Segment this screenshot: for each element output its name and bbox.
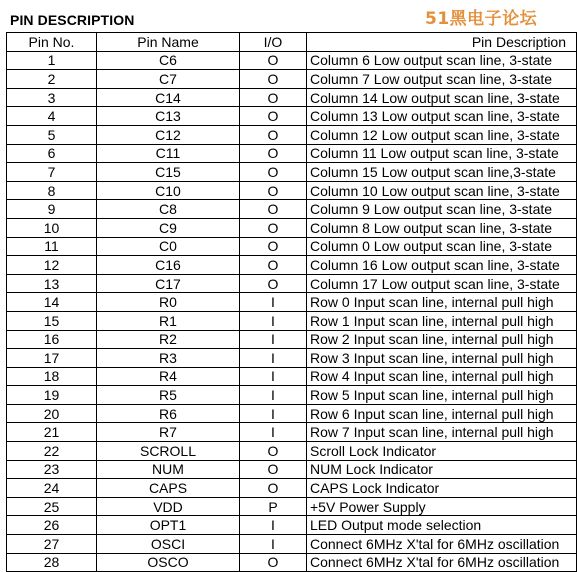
pin-number-cell: 3 — [7, 88, 97, 107]
pin-io-cell: O — [240, 553, 307, 572]
pin-name-cell: R2 — [97, 330, 240, 349]
watermark-logo: 51黑电子论坛 — [425, 9, 538, 29]
pin-number-cell: 25 — [7, 497, 97, 516]
pin-name-cell: C13 — [97, 107, 240, 126]
pin-name-cell: C7 — [97, 70, 240, 89]
table-row — [7, 479, 577, 498]
table-row — [7, 460, 577, 479]
pin-number-cell: 16 — [7, 330, 97, 349]
pin-number-cell: 2 — [7, 70, 97, 89]
pin-name-cell: CAPS — [97, 479, 240, 498]
pin-name-cell: C12 — [97, 125, 240, 144]
pin-name-cell: C15 — [97, 163, 240, 182]
pin-number-cell: 15 — [7, 311, 97, 330]
pin-io-cell: O — [240, 479, 307, 498]
pin-description-cell: NUM Lock Indicator — [307, 460, 577, 479]
pin-description-cell: Connect 6MHz X'tal for 6MHz oscillation — [307, 553, 577, 572]
pin-name-cell: R3 — [97, 349, 240, 368]
pin-description-cell: Row 6 Input scan line, internal pull high — [307, 404, 577, 423]
table-row — [7, 535, 577, 554]
pin-name-cell: NUM — [97, 460, 240, 479]
pin-io-cell: I — [240, 423, 307, 442]
table-row — [7, 442, 577, 461]
pin-description-cell: Column 12 Low output scan line, 3-state — [307, 125, 577, 144]
pin-io-cell: O — [240, 442, 307, 461]
pin-io-cell: P — [240, 497, 307, 516]
pin-number-cell: 18 — [7, 367, 97, 386]
pin-name-cell: C10 — [97, 181, 240, 200]
pin-number-cell: 10 — [7, 218, 97, 237]
pin-number-cell: 17 — [7, 349, 97, 368]
pin-description-cell: Connect 6MHz X'tal for 6MHz oscillation — [307, 535, 577, 554]
pin-number-cell: 11 — [7, 237, 97, 256]
pin-name-cell: OSCI — [97, 535, 240, 554]
table-row — [7, 349, 577, 368]
pin-io-cell: O — [240, 88, 307, 107]
pin-description-cell: +5V Power Supply — [307, 497, 577, 516]
pin-number-cell: 14 — [7, 293, 97, 312]
pin-description-table — [6, 32, 577, 572]
pin-name-cell: C0 — [97, 237, 240, 256]
table-body — [7, 51, 577, 572]
pin-number-cell: 7 — [7, 163, 97, 182]
pin-io-cell: O — [240, 51, 307, 70]
header-pin-name: Pin Name — [97, 33, 240, 52]
header-pin-no: Pin No. — [7, 33, 97, 52]
table-header-row — [7, 33, 577, 52]
pin-name-cell: SCROLL — [97, 442, 240, 461]
pin-number-cell: 4 — [7, 107, 97, 126]
table-row — [7, 311, 577, 330]
pin-name-cell: OSCO — [97, 553, 240, 572]
pin-io-cell: O — [240, 274, 307, 293]
pin-description-cell: Column 15 Low output scan line,3-state — [307, 163, 577, 182]
pin-name-cell: C16 — [97, 256, 240, 275]
pin-description-cell: Column 8 Low output scan line, 3-state — [307, 218, 577, 237]
table-row — [7, 293, 577, 312]
pin-description-cell: Row 4 Input scan line, internal pull high — [307, 367, 577, 386]
pin-number-cell: 9 — [7, 200, 97, 219]
pin-description-cell: LED Output mode selection — [307, 516, 577, 535]
table-row — [7, 386, 577, 405]
pin-description-cell: Column 11 Low output scan line, 3-state — [307, 144, 577, 163]
pin-description-cell: Column 14 Low output scan line, 3-state — [307, 88, 577, 107]
pin-name-cell: C6 — [97, 51, 240, 70]
pin-io-cell: O — [240, 460, 307, 479]
pin-name-cell: C14 — [97, 88, 240, 107]
pin-description-cell: Column 17 Low output scan line, 3-state — [307, 274, 577, 293]
pin-name-cell: C11 — [97, 144, 240, 163]
pin-number-cell: 20 — [7, 404, 97, 423]
table-row — [7, 237, 577, 256]
pin-number-cell: 26 — [7, 516, 97, 535]
pin-description-cell: Row 7 Input scan line, internal pull high — [307, 423, 577, 442]
pin-number-cell: 21 — [7, 423, 97, 442]
table-row — [7, 404, 577, 423]
pin-description-cell: Row 2 Input scan line, internal pull high — [307, 330, 577, 349]
table-row — [7, 423, 577, 442]
pin-description-cell: Column 13 Low output scan line, 3-state — [307, 107, 577, 126]
pin-description-cell: Scroll Lock Indicator — [307, 442, 577, 461]
header-io: I/O — [240, 33, 307, 52]
pin-number-cell: 1 — [7, 51, 97, 70]
pin-name-cell: VDD — [97, 497, 240, 516]
pin-number-cell: 22 — [7, 442, 97, 461]
pin-io-cell: I — [240, 516, 307, 535]
pin-io-cell: O — [240, 200, 307, 219]
table-row — [7, 88, 577, 107]
pin-name-cell: R4 — [97, 367, 240, 386]
pin-description-cell: Column 9 Low output scan line, 3-state — [307, 200, 577, 219]
pin-description-cell: Row 5 Input scan line, internal pull high — [307, 386, 577, 405]
pin-description-cell: Row 0 Input scan line, internal pull high — [307, 293, 577, 312]
pin-number-cell: 12 — [7, 256, 97, 275]
table-row — [7, 181, 577, 200]
pin-io-cell: I — [240, 349, 307, 368]
pin-number-cell: 13 — [7, 274, 97, 293]
pin-name-cell: C9 — [97, 218, 240, 237]
pin-io-cell: O — [240, 181, 307, 200]
pin-number-cell: 27 — [7, 535, 97, 554]
pin-io-cell: I — [240, 311, 307, 330]
pin-description-cell: Row 1 Input scan line, internal pull high — [307, 311, 577, 330]
table-row — [7, 107, 577, 126]
pin-number-cell: 8 — [7, 181, 97, 200]
table-row — [7, 70, 577, 89]
pin-io-cell: O — [240, 256, 307, 275]
pin-io-cell: O — [240, 107, 307, 126]
pin-io-cell: O — [240, 218, 307, 237]
pin-io-cell: O — [240, 163, 307, 182]
pin-name-cell: R6 — [97, 404, 240, 423]
table-row — [7, 367, 577, 386]
pin-description-cell: Column 7 Low output scan line, 3-state — [307, 70, 577, 89]
pin-number-cell: 23 — [7, 460, 97, 479]
pin-description-cell: Column 6 Low output scan line, 3-state — [307, 51, 577, 70]
pin-number-cell: 19 — [7, 386, 97, 405]
pin-number-cell: 24 — [7, 479, 97, 498]
pin-io-cell: I — [240, 535, 307, 554]
page-title: PIN DESCRIPTION — [10, 12, 135, 28]
table-row — [7, 144, 577, 163]
pin-io-cell: I — [240, 293, 307, 312]
pin-io-cell: I — [240, 386, 307, 405]
pin-number-cell: 5 — [7, 125, 97, 144]
pin-number-cell: 28 — [7, 553, 97, 572]
table-row — [7, 163, 577, 182]
table-row — [7, 51, 577, 70]
pin-io-cell: I — [240, 330, 307, 349]
pin-name-cell: OPT1 — [97, 516, 240, 535]
pin-io-cell: O — [240, 237, 307, 256]
pin-io-cell: O — [240, 125, 307, 144]
table-row — [7, 200, 577, 219]
table-row — [7, 274, 577, 293]
pin-description-cell: Row 3 Input scan line, internal pull high — [307, 349, 577, 368]
header-pin-description: Pin Description — [307, 33, 577, 52]
pin-io-cell: I — [240, 404, 307, 423]
pin-description-cell: Column 16 Low output scan line, 3-state — [307, 256, 577, 275]
table-row — [7, 125, 577, 144]
table-row — [7, 330, 577, 349]
pin-io-cell: O — [240, 144, 307, 163]
pin-io-cell: I — [240, 367, 307, 386]
table-row — [7, 497, 577, 516]
pin-io-cell: O — [240, 70, 307, 89]
pin-number-cell: 6 — [7, 144, 97, 163]
pin-name-cell: R5 — [97, 386, 240, 405]
pin-description-cell: Column 10 Low output scan line, 3-state — [307, 181, 577, 200]
pin-description-cell: Column 0 Low output scan line, 3-state — [307, 237, 577, 256]
table-row — [7, 553, 577, 572]
pin-name-cell: R7 — [97, 423, 240, 442]
pin-name-cell: R1 — [97, 311, 240, 330]
pin-name-cell: C8 — [97, 200, 240, 219]
table-row — [7, 218, 577, 237]
pin-name-cell: C17 — [97, 274, 240, 293]
pin-name-cell: R0 — [97, 293, 240, 312]
pin-description-cell: CAPS Lock Indicator — [307, 479, 577, 498]
table-row — [7, 516, 577, 535]
table-row — [7, 256, 577, 275]
